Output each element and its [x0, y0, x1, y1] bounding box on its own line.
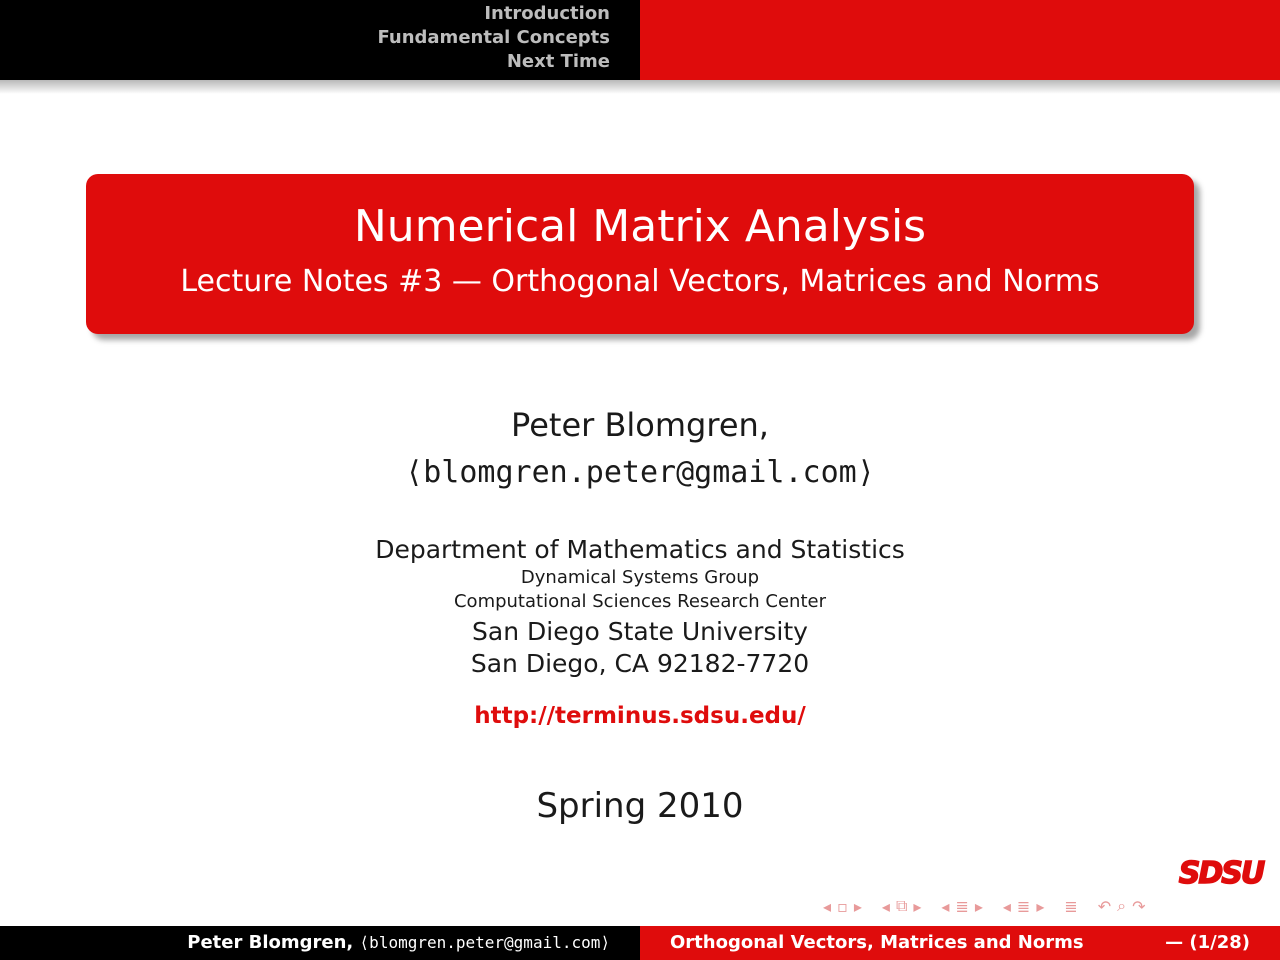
- section-icon[interactable]: ≣: [955, 896, 969, 916]
- presentation-title: Numerical Matrix Analysis: [353, 201, 927, 252]
- city-address: San Diego, CA 92182-7720: [470, 649, 810, 678]
- research-center: Computational Sciences Research Center: [453, 591, 826, 612]
- nav-fundamental-concepts[interactable]: Fundamental Concepts: [377, 27, 610, 48]
- search-icon[interactable]: ⌕: [1117, 896, 1127, 915]
- header-shadow: [0, 80, 1280, 94]
- next-frame-icon[interactable]: ▸: [853, 896, 862, 916]
- forward-icon[interactable]: ↷: [1132, 896, 1146, 916]
- footer-author: [0, 926, 640, 960]
- section-nav: [378, 2, 611, 74]
- author-email: ⟨blomgren.peter@gmail.com⟩: [405, 455, 875, 490]
- subsection-icon[interactable]: ⧉: [895, 896, 908, 915]
- next-subsection-icon[interactable]: ▸: [913, 896, 922, 916]
- website-link[interactable]: http://terminus.sdsu.edu/: [474, 703, 806, 729]
- title-box: [86, 174, 1194, 334]
- header-left-panel: [0, 0, 640, 80]
- frame-icon[interactable]: ▫: [837, 896, 848, 916]
- footer-author-name: Peter Blomgren,: [187, 932, 354, 953]
- back-icon[interactable]: ↶: [1097, 896, 1112, 916]
- presentation-subtitle: Lecture Notes #3 — Orthogonal Vectors, Matrices and Norms: [180, 264, 1100, 299]
- prev-frame-icon[interactable]: ◂: [823, 896, 832, 916]
- author-name: Peter Blomgren,: [511, 406, 769, 444]
- next-document-icon[interactable]: ▸: [1036, 896, 1045, 916]
- nav-introduction[interactable]: Introduction: [484, 3, 610, 24]
- header-right-panel: [640, 0, 1280, 80]
- document-icon[interactable]: ≣: [1016, 896, 1031, 916]
- university: San Diego State University: [472, 617, 808, 646]
- prev-section-icon[interactable]: ◂: [941, 896, 950, 916]
- footer-author-email: ⟨blomgren.peter@gmail.com⟩: [359, 933, 610, 952]
- appendix-icon[interactable]: ≣: [1064, 896, 1078, 916]
- footer-title-panel: [640, 926, 1280, 960]
- presentation-date: Spring 2010: [536, 786, 744, 826]
- footer-bar: [0, 926, 1280, 960]
- prev-subsection-icon[interactable]: ◂: [881, 896, 890, 916]
- header-bar: [0, 0, 1280, 80]
- footer-short-title: Orthogonal Vectors, Matrices and Norms: [670, 932, 1084, 953]
- beamer-navigation: [820, 894, 1149, 918]
- research-group: Dynamical Systems Group: [520, 567, 760, 588]
- department: Department of Mathematics and Statistics: [375, 535, 905, 564]
- next-section-icon[interactable]: ▸: [974, 896, 983, 916]
- page-number: — (1/28): [1165, 932, 1250, 953]
- sdsu-logo: [1172, 856, 1270, 888]
- nav-next-time[interactable]: Next Time: [506, 51, 610, 72]
- sdsu-logo-text: SDSU: [1178, 856, 1264, 888]
- prev-document-icon[interactable]: ◂: [1002, 896, 1011, 916]
